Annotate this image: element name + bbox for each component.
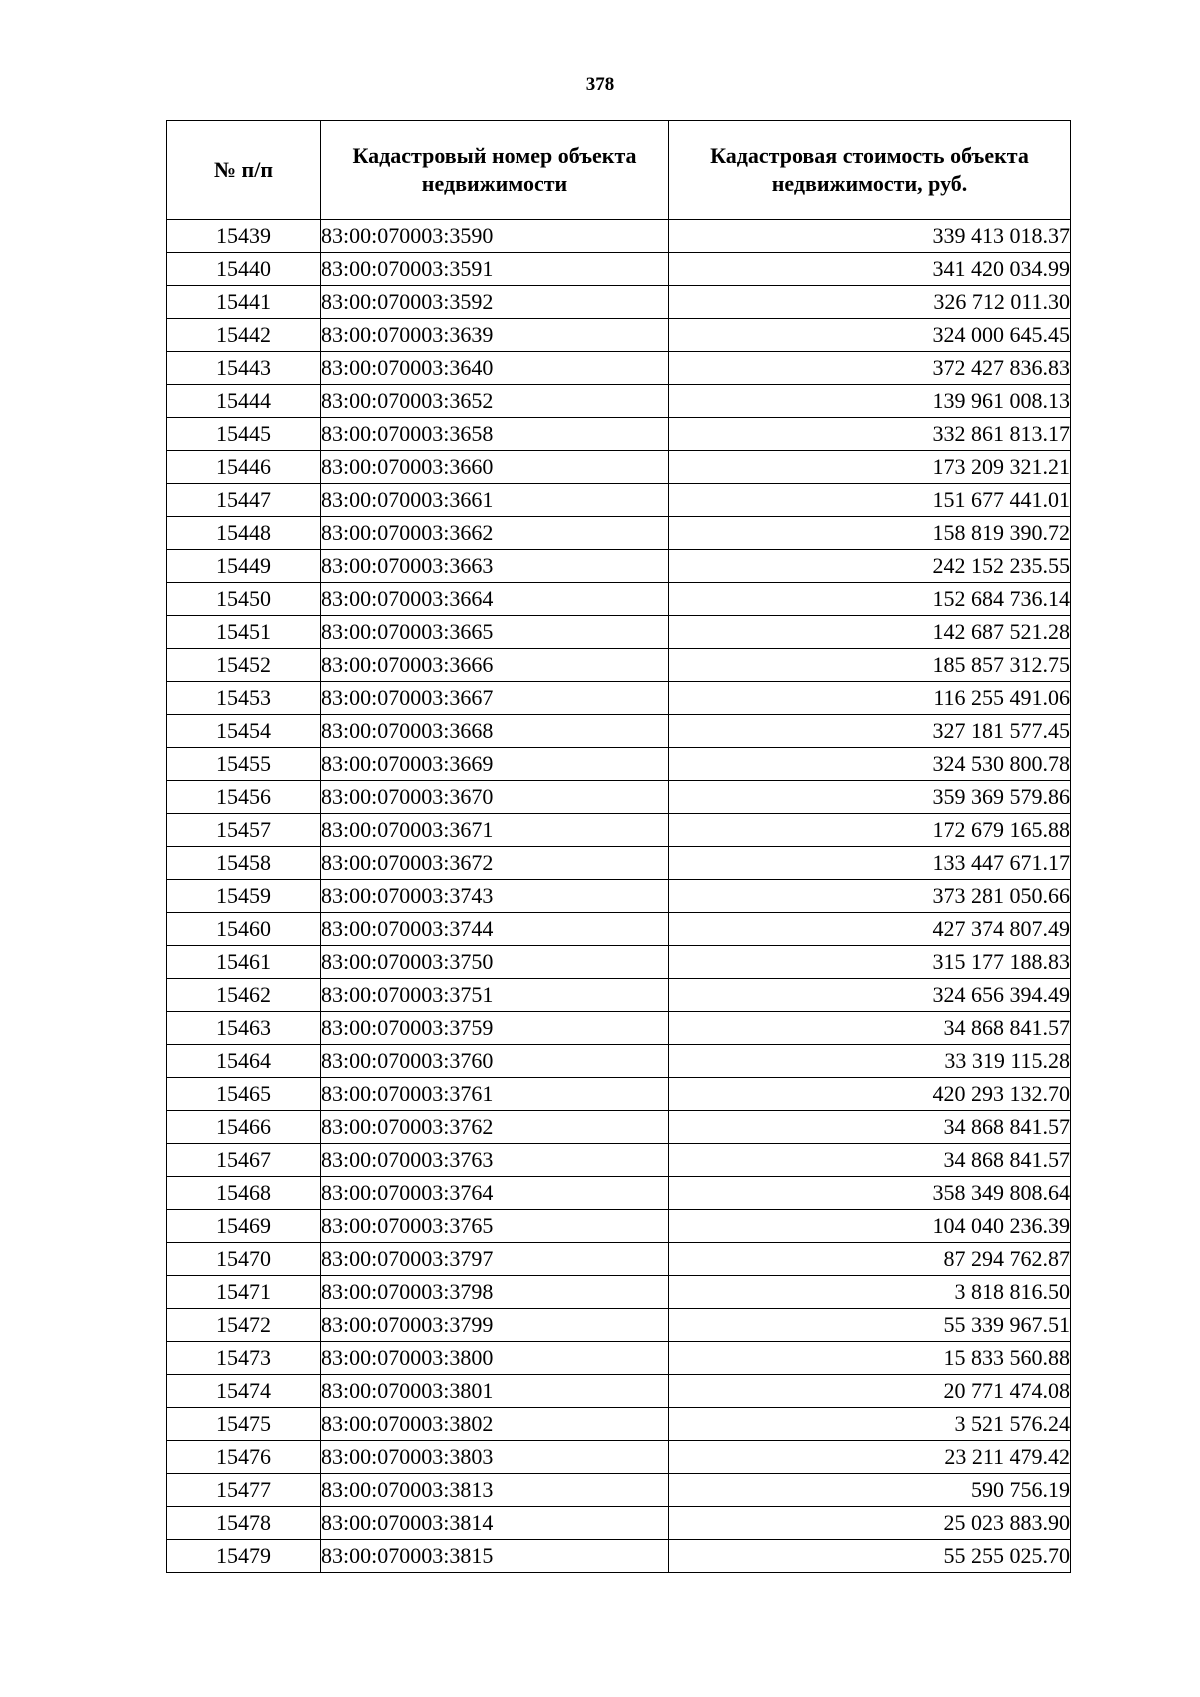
cadastral-value-cell: 327 181 577.45 [669, 715, 1071, 748]
row-number-cell: 15446 [167, 451, 321, 484]
cadastral-value-cell: 15 833 560.88 [669, 1342, 1071, 1375]
cadastral-value-cell: 332 861 813.17 [669, 418, 1071, 451]
cadastral-number-cell: 83:00:070003:3666 [321, 649, 669, 682]
cadastral-value-cell: 34 868 841.57 [669, 1144, 1071, 1177]
table-row [167, 484, 1071, 517]
cadastral-value-cell: 55 255 025.70 [669, 1540, 1071, 1573]
cadastral-value-table [166, 120, 1071, 1573]
cadastral-value-cell: 172 679 165.88 [669, 814, 1071, 847]
row-number-cell: 15452 [167, 649, 321, 682]
table-row [167, 352, 1071, 385]
row-number-cell: 15463 [167, 1012, 321, 1045]
table-row [167, 649, 1071, 682]
table-row [167, 1012, 1071, 1045]
table-row [167, 319, 1071, 352]
row-number-cell: 15479 [167, 1540, 321, 1573]
row-number-cell: 15442 [167, 319, 321, 352]
table-row [167, 979, 1071, 1012]
cadastral-number-cell: 83:00:070003:3661 [321, 484, 669, 517]
cadastral-number-cell: 83:00:070003:3652 [321, 385, 669, 418]
table-row [167, 682, 1071, 715]
cadastral-number-cell: 83:00:070003:3799 [321, 1309, 669, 1342]
cadastral-number-cell: 83:00:070003:3668 [321, 715, 669, 748]
table-row [167, 451, 1071, 484]
table-row [167, 1342, 1071, 1375]
table-row [167, 880, 1071, 913]
table-row [167, 616, 1071, 649]
cadastral-number-cell: 83:00:070003:3667 [321, 682, 669, 715]
table-row [167, 1441, 1071, 1474]
cadastral-value-cell: 324 530 800.78 [669, 748, 1071, 781]
row-number-cell: 15439 [167, 220, 321, 253]
row-number-cell: 15466 [167, 1111, 321, 1144]
cadastral-number-cell: 83:00:070003:3759 [321, 1012, 669, 1045]
cadastral-number-cell: 83:00:070003:3592 [321, 286, 669, 319]
cadastral-value-cell: 23 211 479.42 [669, 1441, 1071, 1474]
cadastral-number-cell: 83:00:070003:3760 [321, 1045, 669, 1078]
table-row [167, 1474, 1071, 1507]
cadastral-number-cell: 83:00:070003:3761 [321, 1078, 669, 1111]
cadastral-value-cell: 341 420 034.99 [669, 253, 1071, 286]
row-number-cell: 15471 [167, 1276, 321, 1309]
table-row [167, 253, 1071, 286]
cadastral-value-cell: 590 756.19 [669, 1474, 1071, 1507]
row-number-cell: 15469 [167, 1210, 321, 1243]
cadastral-number-cell: 83:00:070003:3800 [321, 1342, 669, 1375]
table-body [167, 220, 1071, 1573]
row-number-cell: 15459 [167, 880, 321, 913]
cadastral-number-cell: 83:00:070003:3762 [321, 1111, 669, 1144]
row-number-cell: 15453 [167, 682, 321, 715]
table-row [167, 1309, 1071, 1342]
row-number-cell: 15464 [167, 1045, 321, 1078]
table-row [167, 1144, 1071, 1177]
cadastral-value-cell: 142 687 521.28 [669, 616, 1071, 649]
header-cadastral-number: Кадастровый номер объекта недвижимости [321, 121, 669, 220]
cadastral-value-cell: 55 339 967.51 [669, 1309, 1071, 1342]
row-number-cell: 15472 [167, 1309, 321, 1342]
cadastral-number-cell: 83:00:070003:3751 [321, 979, 669, 1012]
cadastral-number-cell: 83:00:070003:3813 [321, 1474, 669, 1507]
cadastral-value-cell: 3 818 816.50 [669, 1276, 1071, 1309]
cadastral-value-cell: 326 712 011.30 [669, 286, 1071, 319]
table-row [167, 517, 1071, 550]
table-row [167, 781, 1071, 814]
cadastral-number-cell: 83:00:070003:3814 [321, 1507, 669, 1540]
cadastral-number-cell: 83:00:070003:3590 [321, 220, 669, 253]
row-number-cell: 15448 [167, 517, 321, 550]
cadastral-number-cell: 83:00:070003:3671 [321, 814, 669, 847]
table-row [167, 1243, 1071, 1276]
header-row-number: № п/п [167, 121, 321, 220]
row-number-cell: 15462 [167, 979, 321, 1012]
cadastral-number-cell: 83:00:070003:3662 [321, 517, 669, 550]
table-header [167, 121, 1071, 220]
cadastral-value-cell: 116 255 491.06 [669, 682, 1071, 715]
row-number-cell: 15474 [167, 1375, 321, 1408]
row-number-cell: 15475 [167, 1408, 321, 1441]
cadastral-number-cell: 83:00:070003:3591 [321, 253, 669, 286]
cadastral-value-cell: 158 819 390.72 [669, 517, 1071, 550]
row-number-cell: 15441 [167, 286, 321, 319]
row-number-cell: 15461 [167, 946, 321, 979]
cadastral-value-cell: 427 374 807.49 [669, 913, 1071, 946]
cadastral-number-cell: 83:00:070003:3801 [321, 1375, 669, 1408]
cadastral-value-cell: 3 521 576.24 [669, 1408, 1071, 1441]
row-number-cell: 15468 [167, 1177, 321, 1210]
cadastral-value-cell: 133 447 671.17 [669, 847, 1071, 880]
cadastral-number-cell: 83:00:070003:3798 [321, 1276, 669, 1309]
table-row [167, 1111, 1071, 1144]
cadastral-value-cell: 324 000 645.45 [669, 319, 1071, 352]
cadastral-number-cell: 83:00:070003:3639 [321, 319, 669, 352]
cadastral-number-cell: 83:00:070003:3640 [321, 352, 669, 385]
table-row [167, 1210, 1071, 1243]
cadastral-value-cell: 420 293 132.70 [669, 1078, 1071, 1111]
table-row [167, 1045, 1071, 1078]
cadastral-value-cell: 151 677 441.01 [669, 484, 1071, 517]
cadastral-number-cell: 83:00:070003:3658 [321, 418, 669, 451]
cadastral-number-cell: 83:00:070003:3669 [321, 748, 669, 781]
table-row [167, 814, 1071, 847]
cadastral-value-cell: 315 177 188.83 [669, 946, 1071, 979]
table-row [167, 913, 1071, 946]
cadastral-number-cell: 83:00:070003:3664 [321, 583, 669, 616]
cadastral-value-cell: 372 427 836.83 [669, 352, 1071, 385]
cadastral-number-cell: 83:00:070003:3815 [321, 1540, 669, 1573]
cadastral-value-cell: 173 209 321.21 [669, 451, 1071, 484]
cadastral-value-cell: 358 349 808.64 [669, 1177, 1071, 1210]
table-row [167, 847, 1071, 880]
cadastral-number-cell: 83:00:070003:3765 [321, 1210, 669, 1243]
row-number-cell: 15457 [167, 814, 321, 847]
row-number-cell: 15443 [167, 352, 321, 385]
table-row [167, 385, 1071, 418]
row-number-cell: 15467 [167, 1144, 321, 1177]
cadastral-number-cell: 83:00:070003:3665 [321, 616, 669, 649]
table-row [167, 550, 1071, 583]
row-number-cell: 15465 [167, 1078, 321, 1111]
cadastral-number-cell: 83:00:070003:3797 [321, 1243, 669, 1276]
cadastral-value-cell: 139 961 008.13 [669, 385, 1071, 418]
header-cadastral-value: Кадастровая стоимость объекта недвижимости, руб. [669, 121, 1071, 220]
table-row [167, 1177, 1071, 1210]
row-number-cell: 15447 [167, 484, 321, 517]
row-number-cell: 15458 [167, 847, 321, 880]
cadastral-value-cell: 324 656 394.49 [669, 979, 1071, 1012]
row-number-cell: 15460 [167, 913, 321, 946]
cadastral-number-cell: 83:00:070003:3803 [321, 1441, 669, 1474]
cadastral-number-cell: 83:00:070003:3670 [321, 781, 669, 814]
row-number-cell: 15454 [167, 715, 321, 748]
row-number-cell: 15455 [167, 748, 321, 781]
cadastral-number-cell: 83:00:070003:3750 [321, 946, 669, 979]
cadastral-number-cell: 83:00:070003:3743 [321, 880, 669, 913]
row-number-cell: 15440 [167, 253, 321, 286]
row-number-cell: 15444 [167, 385, 321, 418]
cadastral-number-cell: 83:00:070003:3764 [321, 1177, 669, 1210]
cadastral-number-cell: 83:00:070003:3663 [321, 550, 669, 583]
table-row [167, 1507, 1071, 1540]
cadastral-value-cell: 373 281 050.66 [669, 880, 1071, 913]
cadastral-value-cell: 359 369 579.86 [669, 781, 1071, 814]
cadastral-number-cell: 83:00:070003:3802 [321, 1408, 669, 1441]
row-number-cell: 15476 [167, 1441, 321, 1474]
row-number-cell: 15477 [167, 1474, 321, 1507]
table-row [167, 1408, 1071, 1441]
row-number-cell: 15478 [167, 1507, 321, 1540]
row-number-cell: 15473 [167, 1342, 321, 1375]
table-row [167, 946, 1071, 979]
table-row [167, 1078, 1071, 1111]
table-row [167, 1276, 1071, 1309]
table-row [167, 220, 1071, 253]
cadastral-value-cell: 87 294 762.87 [669, 1243, 1071, 1276]
cadastral-value-cell: 104 040 236.39 [669, 1210, 1071, 1243]
row-number-cell: 15450 [167, 583, 321, 616]
table-row [167, 1540, 1071, 1573]
table-row [167, 1375, 1071, 1408]
cadastral-value-cell: 20 771 474.08 [669, 1375, 1071, 1408]
cadastral-value-cell: 152 684 736.14 [669, 583, 1071, 616]
header-row [167, 121, 1071, 220]
cadastral-value-cell: 339 413 018.37 [669, 220, 1071, 253]
cadastral-number-cell: 83:00:070003:3744 [321, 913, 669, 946]
row-number-cell: 15449 [167, 550, 321, 583]
cadastral-value-cell: 25 023 883.90 [669, 1507, 1071, 1540]
cadastral-number-cell: 83:00:070003:3660 [321, 451, 669, 484]
table-row [167, 286, 1071, 319]
row-number-cell: 15470 [167, 1243, 321, 1276]
row-number-cell: 15451 [167, 616, 321, 649]
table-row [167, 715, 1071, 748]
cadastral-value-cell: 34 868 841.57 [669, 1111, 1071, 1144]
cadastral-number-cell: 83:00:070003:3763 [321, 1144, 669, 1177]
cadastral-value-cell: 242 152 235.55 [669, 550, 1071, 583]
row-number-cell: 15445 [167, 418, 321, 451]
table-row [167, 583, 1071, 616]
page-number: 378 [585, 74, 615, 95]
cadastral-value-cell: 185 857 312.75 [669, 649, 1071, 682]
table-row [167, 748, 1071, 781]
cadastral-value-cell: 33 319 115.28 [669, 1045, 1071, 1078]
table-row [167, 418, 1071, 451]
row-number-cell: 15456 [167, 781, 321, 814]
cadastral-value-cell: 34 868 841.57 [669, 1012, 1071, 1045]
cadastral-number-cell: 83:00:070003:3672 [321, 847, 669, 880]
